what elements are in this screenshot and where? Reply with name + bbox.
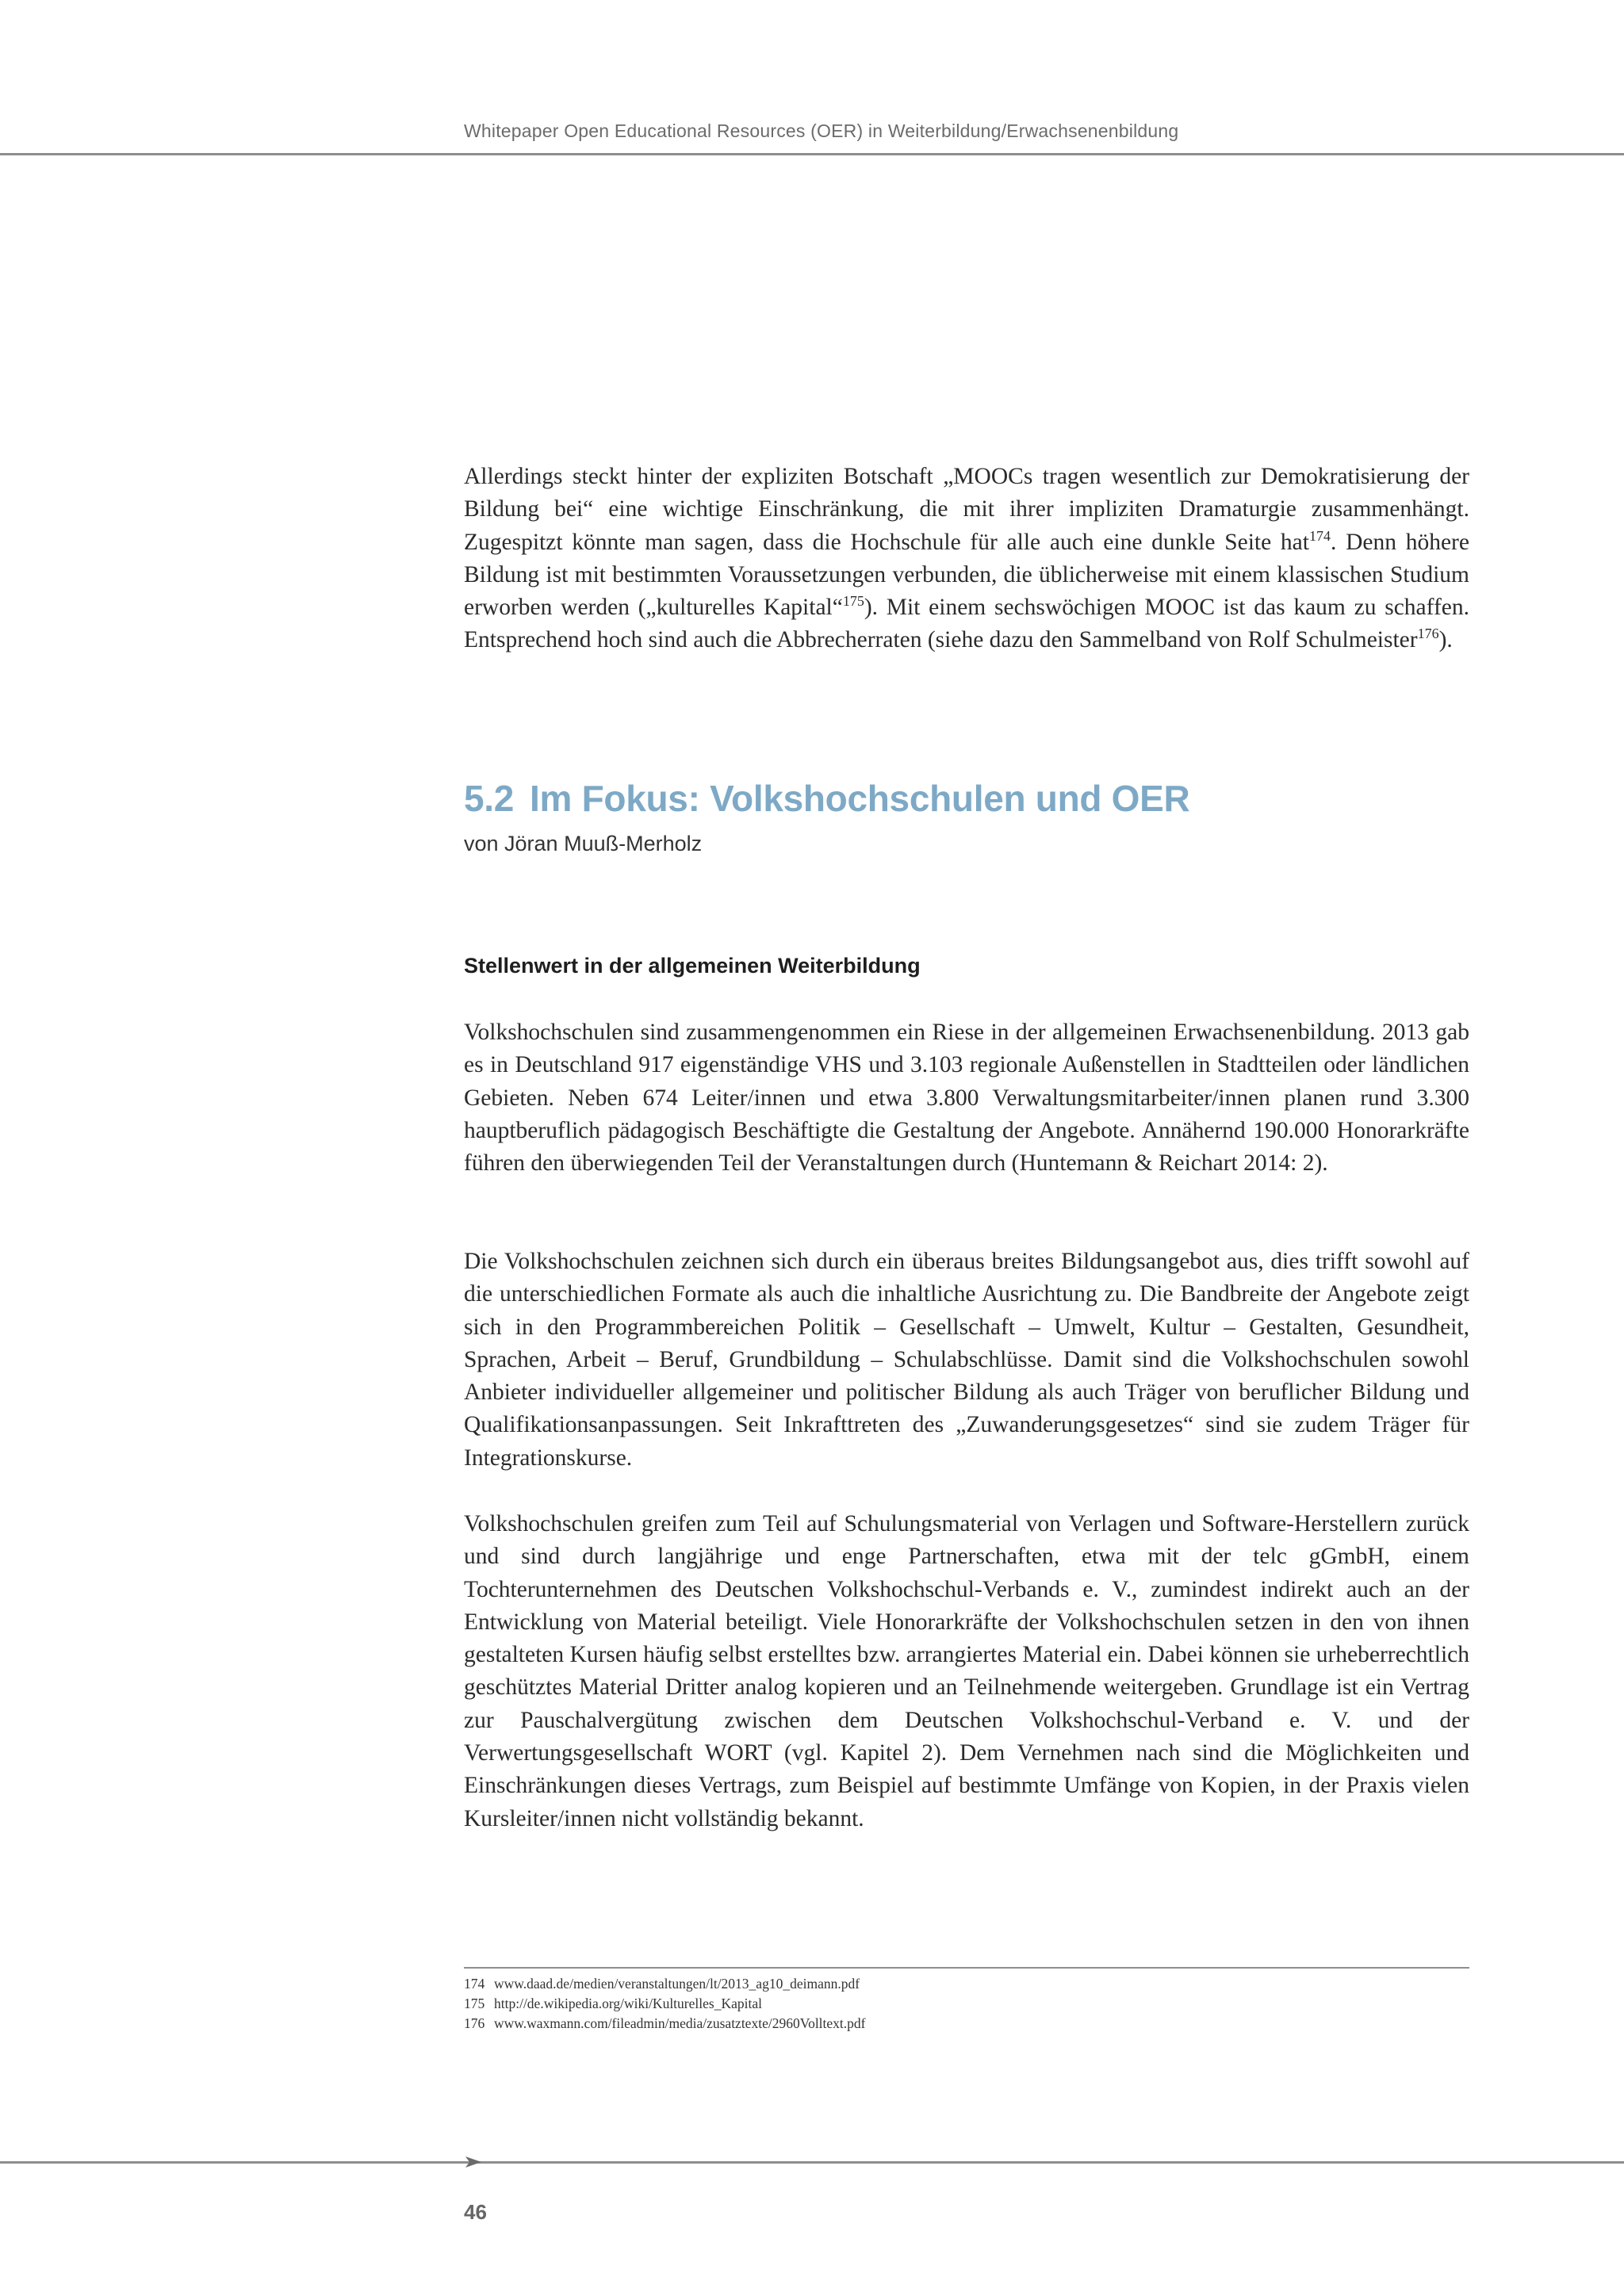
footnote-ref-175[interactable]: 175 xyxy=(842,593,864,610)
intro-text-1: Allerdings steckt hinter der expliziten Botschaft „MOOCs tragen wesentlich zur Demokratisierung der Bildung bei“ eine wichtige Einschränkung, die mit ihrer impliziten Dramaturgie zusammenhängt. Zugespitzt könnte man sagen, dass die Hochschule für alle auch eine dunkle Seite hat xyxy=(464,464,1469,555)
body-paragraph-1: Volkshochschulen sind zusammengenommen ein Riese in der allgemeinen Erwachsenenbildung. 2013 gab es in Deutschland 917 eigenständige VHS und 3.103 regionale Außenstellen in Stadtteilen oder ländlichen Gebieten. Neben 674 Leiter/innen und etwa 3.800 Verwaltungsmitarbeiter/innen planen rund 3.300 hauptberuflich pädagogisch Beschäftigte die Gestaltung der Angebote. Annähernd 190.000 Honorarkräfte führen den überwiegenden Teil der Veranstaltungen durch (Huntemann & Reichart 2014: 2). xyxy=(464,1020,1469,1177)
footnote-176 xyxy=(464,2014,866,2034)
intro-text-3: ). Mit einem sechswöchigen MOOC ist das kaum zu schaffen. Entsprechend hoch sind auch die Abbrecherraten (siehe dazu den Sammelband von Rolf Schulmeister xyxy=(464,595,1469,653)
footnote-number: 175 xyxy=(464,1996,485,2011)
section-title xyxy=(464,777,1189,820)
body-paragraph-2: Die Volkshochschulen zeichnen sich durch ein überaus breites Bildungsangebot aus, dies trifft sowohl auf die unterschiedlichen Formate als auch die inhaltliche Ausrichtung zu. Die Bandbreite der Angebote zeigt sich in den Programmbereichen Politik – Gesellschaft – Umwelt, Kultur – Gestalten, Gesundheit, Sprachen, Arbeit – Beruf, Grundbildung – Schulabschlüsse. Damit sind die Volkshochschulen sowohl Anbieter individueller allgemeiner und politischer Bildung als auch Träger von beruflicher Bildung und Qualifikationsanpassungen. Seit Inkrafttreten des „Zuwanderungsgesetzes“ sind sie zudem Träger für Integrationskurse. xyxy=(464,1249,1469,1471)
page-number: 46 xyxy=(464,2200,487,2224)
footnote-number: 176 xyxy=(464,2015,485,2031)
arrow-right-icon xyxy=(465,2153,482,2171)
footnote-link[interactable]: http://de.wikipedia.org/wiki/Kulturelles_Kapital xyxy=(494,1996,762,2011)
byline: von Jöran Muuß-Merholz xyxy=(464,832,703,855)
footnote-175 xyxy=(464,1994,866,2014)
subheading: Stellenwert in der allgemeinen Weiterbildung xyxy=(464,954,921,978)
footnote-link[interactable]: www.daad.de/medien/veranstaltungen/lt/2013_ag10_deimann.pdf xyxy=(494,1976,860,1992)
footnote-174 xyxy=(464,1974,866,1994)
intro-text-2: . Denn höhere Bildung ist mit bestimmten Voraussetzungen verbunden, die üblicherweise mit einem klassischen Studium erworben werden („kulturelles Kapital“ xyxy=(464,529,1469,621)
footnotes xyxy=(464,1974,866,2034)
footnote-number: 174 xyxy=(464,1976,485,1992)
section-number: 5.2 xyxy=(464,778,515,819)
footnote-rule xyxy=(464,1967,1469,1969)
section-title-text: Im Fokus: Volkshochschulen und OER xyxy=(530,778,1190,819)
footnote-ref-176[interactable]: 176 xyxy=(1417,626,1439,642)
footnote-ref-174[interactable]: 174 xyxy=(1308,527,1331,544)
footnote-link[interactable]: www.waxmann.com/fileadmin/media/zusatztexte/2960Volltext.pdf xyxy=(494,2015,866,2031)
body-paragraph-3: Volkshochschulen greifen zum Teil auf Schulungsmaterial von Verlagen und Software-Herstellern zurück und sind durch langjährige und enge Partnerschaften, etwa mit der telc gGmbH, einem Tochterunternehmen des Deutschen Volkshochschul-Verbands e. V., zumindest indirekt auch an der Entwicklung von Material beteiligt. Viele Honorarkräfte der Volkshochschulen setzen in den von ihnen gestalteten Kursen häufig selbst erstelltes bzw. arrangiertes Material ein. Dabei können sie urheberrechtlich geschütztes Material Dritter analog kopieren und an Teilnehmende weitergeben. Grundlage ist ein Vertrag zur Pauschalvergütung zwischen dem Deutschen Volkshochschul-Verband e. V. und der Verwertungsgesellschaft WORT (vgl. Kapitel 2). Dem Vernehmen nach sind die Möglichkeiten und Einschränkungen dieses Vertrags, zum Beispiel auf bestimmte Umfänge von Kopien, in der Praxis vielen Kursleiter/innen nicht vollständig bekannt. xyxy=(464,1511,1469,1831)
footer-rule xyxy=(0,2161,1624,2164)
intro-text-4: ). xyxy=(1438,627,1453,653)
intro-paragraph xyxy=(464,461,1469,657)
running-header: Whitepaper Open Educational Resources (OER) in Weiterbildung/Erwachsenenbildung xyxy=(464,121,1179,141)
header-rule xyxy=(0,153,1624,155)
